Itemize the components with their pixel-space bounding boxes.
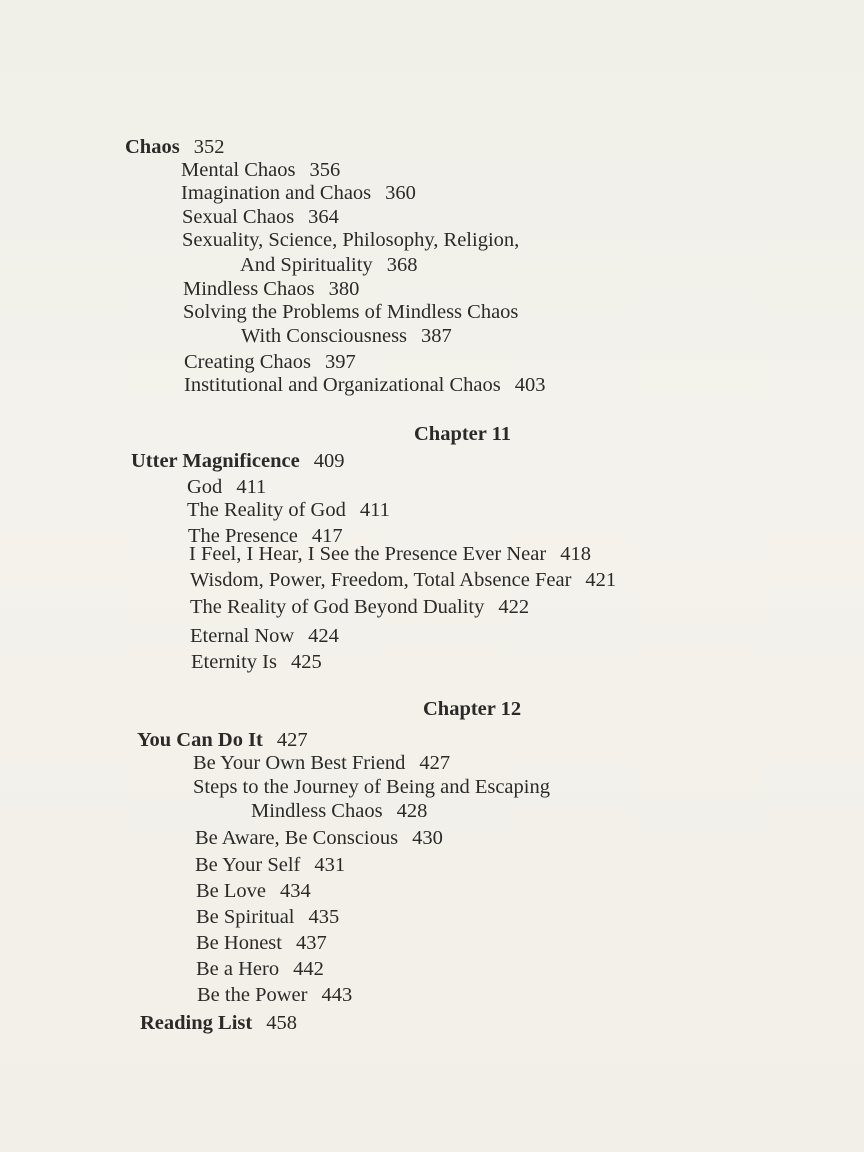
- toc-heading-you-can-do-it: [137, 730, 308, 751]
- toc-entry-title: Solving the Problems of Mindless Chaos: [183, 301, 519, 323]
- toc-entry: [184, 352, 356, 373]
- toc-entry: [187, 500, 390, 521]
- toc-page-number: 360: [385, 182, 416, 204]
- toc-entry: [190, 570, 616, 591]
- toc-entry: [182, 207, 339, 228]
- toc-entry: [196, 933, 327, 954]
- toc-entry-title: Creating Chaos: [184, 351, 311, 373]
- toc-entry: [189, 544, 591, 565]
- toc-entry: [183, 302, 518, 323]
- toc-page-number: 387: [421, 325, 452, 347]
- toc-entry-title: The Reality of God: [187, 499, 346, 521]
- toc-entry-title: Sexuality, Science, Philosophy, Religion,: [182, 229, 520, 251]
- toc-entry-title: Be the Power: [197, 984, 308, 1006]
- toc-entry-title: I Feel, I Hear, I See the Presence Ever Near: [189, 543, 547, 565]
- toc-page-number: 425: [290, 651, 322, 673]
- toc-page-number: 427: [276, 729, 308, 751]
- toc-page-number: 411: [236, 476, 267, 498]
- toc-heading-title: Reading List: [140, 1012, 253, 1034]
- toc-page-number: 380: [328, 278, 360, 300]
- toc-entry-title: With Consciousness: [241, 325, 408, 347]
- toc-entry-title: Mindless Chaos: [251, 800, 383, 822]
- toc-entry: [190, 626, 339, 647]
- toc-entry: [182, 230, 519, 251]
- toc-page-number: 427: [419, 752, 451, 774]
- toc-page-number: 352: [193, 136, 225, 158]
- chapter-heading: Chapter 12: [423, 698, 522, 720]
- toc-page-number: 437: [295, 932, 327, 954]
- toc-page-number: 430: [412, 827, 443, 849]
- toc-entry-title: Be Your Own Best Friend: [193, 752, 406, 774]
- toc-page-number: 435: [308, 906, 340, 928]
- toc-entry-title: Eternal Now: [190, 625, 295, 647]
- toc-entry-title: Eternity Is: [191, 651, 277, 673]
- toc-page-number: 356: [309, 159, 341, 181]
- toc-heading-title: Chaos: [125, 136, 180, 158]
- toc-entry-title: Steps to the Journey of Being and Escaping: [193, 776, 550, 798]
- toc-page-number: 411: [359, 499, 390, 521]
- toc-entry-title: Mental Chaos: [181, 159, 296, 181]
- toc-entry: [197, 985, 352, 1006]
- toc-page-number: 409: [313, 450, 345, 472]
- toc-entry: [193, 753, 450, 774]
- toc-page-number: 434: [280, 880, 311, 902]
- toc-entry: [184, 375, 546, 396]
- toc-page-number: 458: [266, 1012, 297, 1034]
- toc-entry: [196, 907, 339, 928]
- toc-page-number: 422: [498, 596, 530, 618]
- toc-heading-title: Utter Magnificence: [131, 450, 300, 472]
- toc-entry-title: Mindless Chaos: [183, 278, 315, 300]
- toc-entry-title: Wisdom, Power, Freedom, Total Absence Fear: [190, 569, 572, 591]
- toc-page-number: 421: [585, 569, 617, 591]
- toc-entry-title: Be a Hero: [196, 958, 280, 980]
- toc-page-number: 403: [514, 374, 546, 396]
- toc-entry: [181, 183, 416, 204]
- toc-entry: [181, 160, 340, 181]
- toc-entry-title: Be Spiritual: [196, 906, 295, 928]
- toc-entry-title: And Spirituality: [240, 254, 373, 276]
- toc-page-number: 431: [314, 854, 346, 876]
- toc-heading-reading-list: [140, 1013, 297, 1034]
- toc-entry: [196, 959, 324, 980]
- toc-entry-title: Be Honest: [196, 932, 282, 954]
- toc-entry-title: Imagination and Chaos: [181, 182, 372, 204]
- toc-heading-chaos: [125, 137, 224, 158]
- toc-page-number: 428: [396, 800, 428, 822]
- toc-entry-title: The Presence: [188, 525, 298, 547]
- toc-page-number: 418: [560, 543, 591, 565]
- toc-heading-title: You Can Do It: [137, 729, 263, 751]
- toc-entry: [191, 652, 322, 673]
- toc-page-number: 368: [386, 254, 418, 276]
- toc-entry-continuation: [240, 255, 417, 276]
- toc-entry-title: Institutional and Organizational Chaos: [184, 374, 501, 396]
- toc-page-number: 417: [311, 525, 343, 547]
- toc-page-number: 443: [321, 984, 353, 1006]
- toc-entry-title: Be Aware, Be Conscious: [195, 827, 399, 849]
- toc-page-number: 424: [308, 625, 339, 647]
- toc-entry: [195, 828, 443, 849]
- toc-entry-title: Sexual Chaos: [182, 206, 295, 228]
- toc-entry: [187, 477, 266, 498]
- toc-entry: [190, 597, 529, 618]
- toc-entry-continuation: [251, 801, 427, 822]
- toc-entry-continuation: [241, 326, 452, 347]
- toc-entry: [183, 279, 359, 300]
- toc-heading-utter-magnificence: [131, 451, 344, 472]
- toc-page-number: 364: [308, 206, 339, 228]
- chapter-heading: Chapter 11: [414, 423, 512, 445]
- toc-entry: [193, 777, 550, 798]
- toc-entry-title: The Reality of God Beyond Duality: [190, 596, 485, 618]
- toc-page-number: 397: [324, 351, 356, 373]
- toc-entry-title: Be Your Self: [195, 854, 301, 876]
- toc-page-number: 442: [293, 958, 324, 980]
- toc-entry: [195, 855, 345, 876]
- toc-entry-title: Be Love: [196, 880, 267, 902]
- toc-entry-title: God: [187, 476, 223, 498]
- toc-entry: [196, 881, 311, 902]
